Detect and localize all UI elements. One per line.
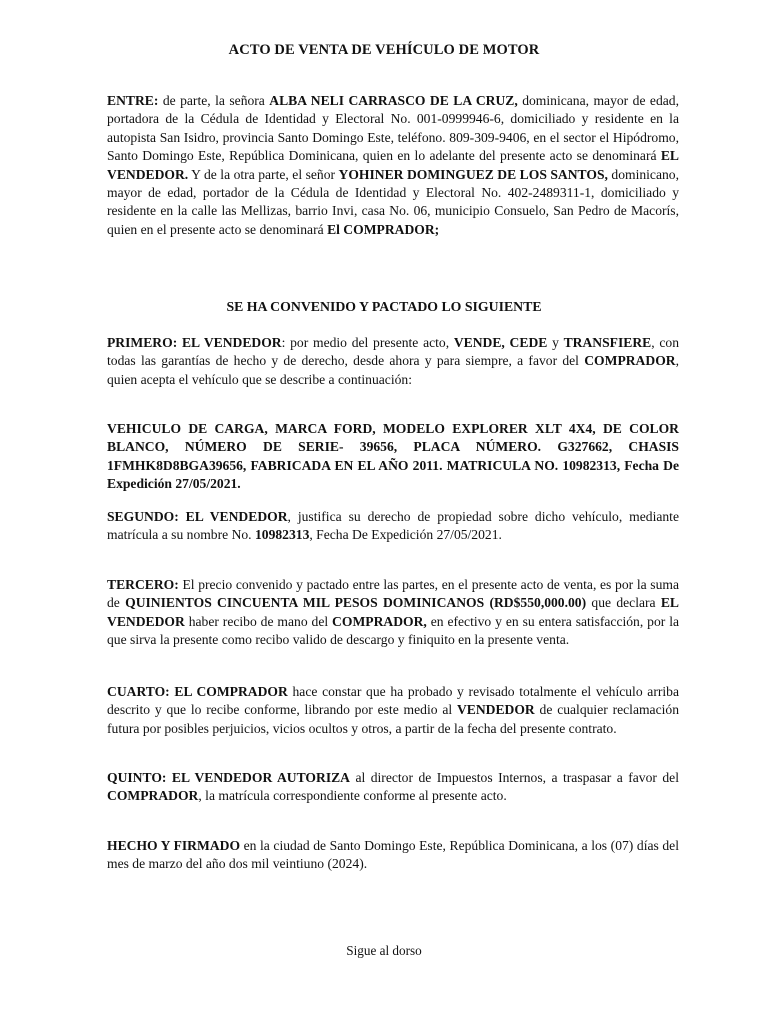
- label-hecho: HECHO Y FIRMADO: [107, 838, 241, 853]
- bold-segment: COMPRADOR,: [332, 613, 427, 629]
- text-segment: , justifica su derecho de propiedad sobre dicho vehículo, mediante matrícula a su nombre No.: [107, 509, 679, 543]
- price-amount: QUINIENTOS CINCUENTA MIL PESOS DOMINICANOS (RD$550,000.00): [125, 595, 587, 611]
- text-segment: que declara: [586, 595, 661, 611]
- paragraph-entre: [107, 92, 679, 239]
- bold-segment: TRANSFIERE: [563, 335, 652, 350]
- label-cuarto: CUARTO: EL COMPRADOR: [107, 684, 288, 699]
- text-segment: al director de Impuestos Internos, a traspasar a favor del: [350, 770, 679, 785]
- text-segment: de parte, la señora: [158, 93, 270, 108]
- bold-segment: COMPRADOR: [107, 788, 199, 804]
- label-quinto: QUINTO: EL VENDEDOR AUTORIZA: [107, 770, 350, 785]
- text-segment: en efectivo y en su entera satisfacción, por la que sirva la presente como recibo valido de descargo y finiquito en la presente venta.: [107, 613, 679, 648]
- page-footer: Sigue al dorso: [346, 943, 422, 958]
- text-segment: dominicano, mayor de edad, portador de la Cédula de Identidad y Electoral No. 402-2489311-1, domiciliado y residente en la calle las Mellizas, barrio Invi, casa No. 06, municipio Consuelo, San Pedro de Macorís, quien en el presente acto se denominará: [107, 166, 679, 237]
- paragraph-cuarto: [107, 683, 679, 738]
- text-segment: en la ciudad de Santo Domingo Este, República Dominicana, a los (07) días del mes de marzo del año dos mil veintiuno (2024).: [107, 838, 679, 872]
- seller-role: EL VENDEDOR.: [107, 148, 679, 182]
- document-title: ACTO DE VENTA DE VEHÍCULO DE MOTOR: [228, 42, 540, 58]
- bold-segment: VENDE, CEDE: [453, 335, 548, 350]
- text-segment: y: [547, 335, 564, 350]
- paragraph-hecho: [107, 837, 679, 874]
- vehicle-description: VEHICULO DE CARGA, MARCA FORD, MODELO EXPLORER XLT 4X4, DE COLOR BLANCO, NÚMERO DE SERIE- 39656, PLACA NÚMERO. G327662, CHASIS 1FMHK8D8BGA39656, FABRICADA EN EL AÑO 2011. MATRICULA NO. 10982313, Fecha De Expedición 27/05/2021.: [107, 421, 679, 492]
- bold-segment: VENDEDOR: [456, 702, 535, 718]
- text-segment: dominicana, mayor de edad, portadora de la Cédula de Identidad y Electoral No. 001-0999946-6, domiciliado y residente en la autopista San Isidro, provincia Santo Domingo Este, teléfono. 809-309-9406, en el sector el Hipódromo, Santo Domingo Este, República Dominicana, quien en lo adelante del presente acto se denominará: [107, 93, 679, 164]
- text-segment: , quien acepta el vehículo que se describe a continuación:: [107, 353, 679, 387]
- seller-name: ALBA NELI CARRASCO DE LA CRUZ,: [269, 93, 518, 108]
- text-segment: haber recibo de mano del: [184, 613, 333, 629]
- label-tercero: TERCERO:: [107, 577, 179, 592]
- text-segment: , la matrícula correspondiente conforme al presente acto.: [198, 788, 507, 804]
- paragraph-tercero: [107, 576, 679, 650]
- text-segment: : por medio del presente acto,: [281, 335, 454, 350]
- bold-segment: 10982313: [254, 527, 310, 543]
- text-segment: Y de la otra parte, el señor: [188, 166, 339, 182]
- label-entre: ENTRE:: [107, 93, 159, 108]
- label-segundo: SEGUNDO: EL VENDEDOR: [107, 509, 288, 524]
- text-segment: , con todas las garantías de hecho y de derecho, desde ahora y para siempre, a favor del: [107, 335, 679, 369]
- paragraph-quinto: [107, 769, 679, 806]
- bold-segment: COMPRADOR: [584, 353, 676, 369]
- text-segment: hace constar que ha probado y revisado totalmente el vehículo arriba descrito y que lo recibe conforme, librando por este medio al: [107, 684, 679, 718]
- text-segment: de cualquier reclamación futura por posibles perjuicios, vicios ocultos y otros, a partir de la fecha del presente contrato.: [107, 702, 679, 736]
- bold-segment: EL VENDEDOR: [107, 595, 679, 629]
- label-primero: PRIMERO: EL VENDEDOR: [107, 335, 282, 350]
- section-heading: SE HA CONVENIDO Y PACTADO LO SIGUIENTE: [226, 299, 542, 314]
- paragraph-vehicle-description: [107, 420, 679, 494]
- text-segment: , Fecha De Expedición 27/05/2021.: [309, 527, 502, 543]
- buyer-role: El COMPRADOR;: [327, 221, 440, 237]
- paragraph-segundo: [107, 508, 679, 545]
- paragraph-primero: [107, 334, 679, 389]
- text-segment: El precio convenido y pactado entre las partes, en el presente acto de venta, es por la suma de: [107, 577, 679, 611]
- buyer-name: YOHINER DOMINGUEZ DE LOS SANTOS,: [338, 166, 608, 182]
